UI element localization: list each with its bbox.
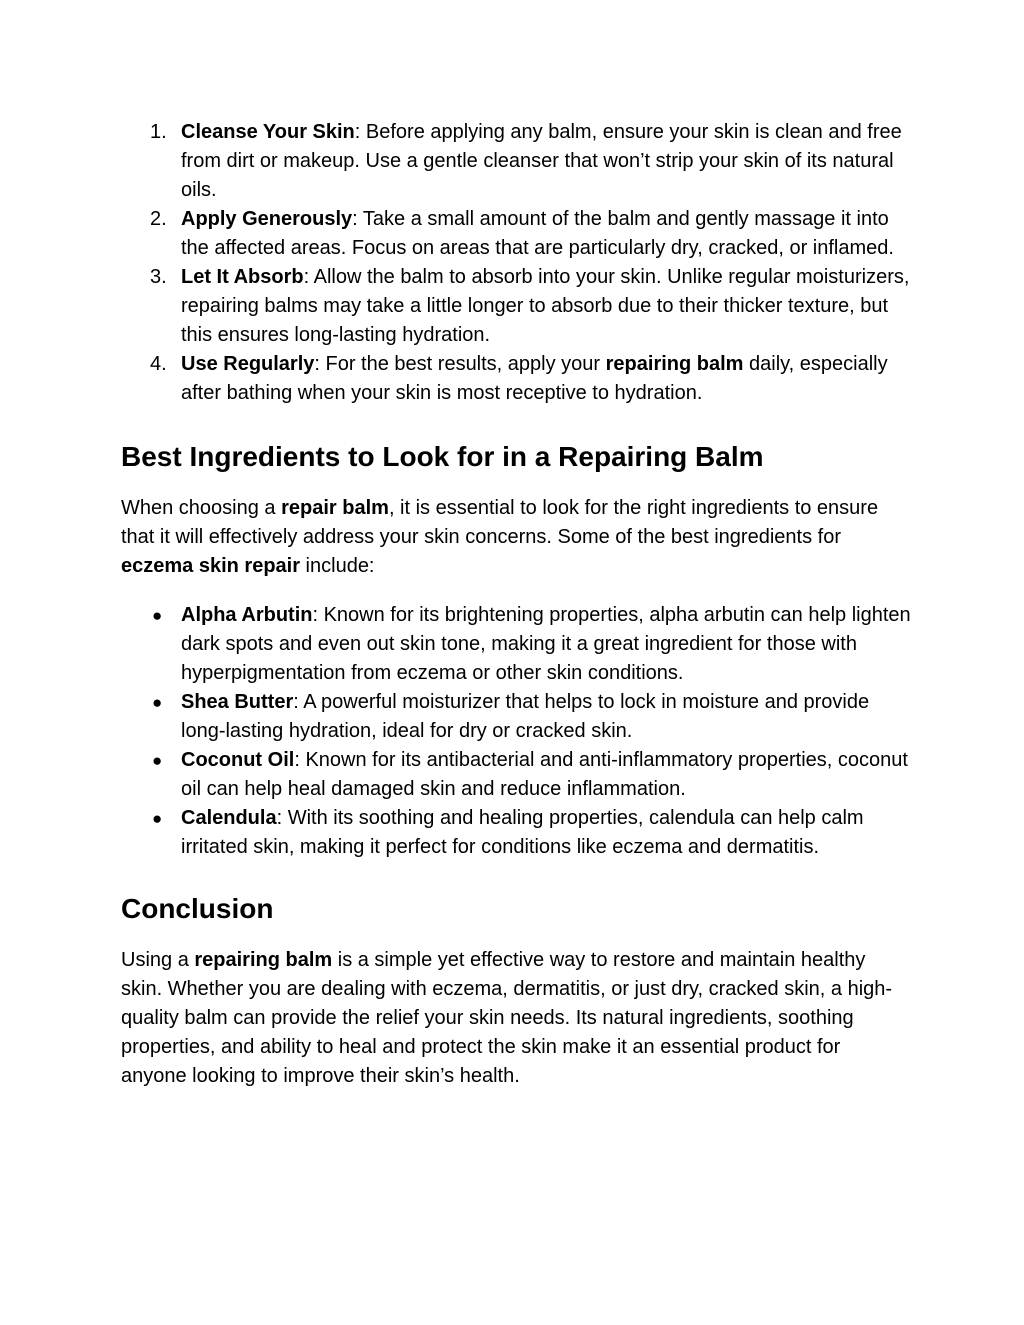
list-item	[121, 263, 911, 350]
step-text: : Before applying any balm, ensure your skin is clean and free from dirt or makeup. Use a gentle cleanser that won’t strip your skin of its natural oils.	[181, 121, 902, 201]
step-title: Use Regularly	[181, 353, 315, 375]
intro-text: , it is essential to look for the right ingredients to ensure that it will effectively address your skin concerns. Some of the best ingredients for	[121, 497, 879, 548]
conclusion-bold-term: repairing balm	[194, 949, 333, 971]
section-intro	[121, 494, 911, 581]
step-title: Apply Generously	[181, 208, 353, 230]
bullet-icon: ●	[152, 809, 163, 828]
intro-text: include:	[300, 555, 375, 577]
list-number: 1.	[150, 121, 167, 143]
conclusion-text: Using a	[121, 949, 195, 971]
step-bold-term: repairing balm	[605, 353, 744, 375]
ingredient-title: Calendula	[181, 807, 277, 829]
intro-bold-term: eczema skin repair	[121, 555, 300, 577]
ingredient-title: Shea Butter	[181, 691, 294, 713]
ingredient-text: : Known for its antibacterial and anti-inflammatory properties, coconut oil can help heal damaged skin and reduce inflammation.	[181, 749, 908, 800]
ingredients-list	[121, 601, 911, 862]
conclusion-text: is a simple yet effective way to restore and maintain healthy skin. Whether you are dealing with eczema, dermatitis, or just dry, cracked skin, a high-quality balm can provide the relief your skin needs. Its natural ingredients, soothing properties, and ability to heal and protect the skin make it an essential product for anyone looking to improve their skin’s health.	[121, 949, 893, 1087]
step-text: : For the best results, apply your	[314, 353, 606, 375]
list-number: 3.	[150, 266, 167, 288]
bullet-icon: ●	[152, 751, 163, 770]
conclusion-paragraph	[121, 946, 911, 1091]
list-item	[121, 205, 911, 263]
ingredient-text: : A powerful moisturizer that helps to lock in moisture and provide long-lasting hydration, ideal for dry or cracked skin.	[181, 691, 870, 742]
ingredient-title: Coconut Oil	[181, 749, 295, 771]
list-item	[121, 601, 911, 688]
bullet-icon: ●	[152, 606, 163, 625]
list-item	[121, 350, 911, 408]
step-title: Let It Absorb	[181, 266, 304, 288]
list-item	[121, 746, 911, 804]
ingredient-text: : Known for its brightening properties, alpha arbutin can help lighten dark spots and even out skin tone, making it a great ingredient for those with hyperpigmentation from eczema or other skin conditions.	[181, 604, 911, 684]
intro-bold-term: repair balm	[281, 497, 389, 519]
section-heading: Conclusion	[121, 893, 274, 924]
steps-list	[121, 118, 911, 408]
list-number: 2.	[150, 208, 167, 230]
step-text: : Allow the balm to absorb into your skin. Unlike regular moisturizers, repairing balms may take a little longer to absorb due to their thicker texture, but this ensures long-lasting hydration.	[181, 266, 910, 346]
document-page	[121, 118, 911, 1091]
list-item	[121, 804, 911, 862]
step-text: daily, especially after bathing when your skin is most receptive to hydration.	[181, 353, 888, 404]
intro-text: When choosing a	[121, 497, 282, 519]
list-item	[121, 118, 911, 205]
step-text: : Take a small amount of the balm and gently massage it into the affected areas. Focus on areas that are particularly dry, cracked, or inflamed.	[181, 208, 894, 259]
ingredient-title: Alpha Arbutin	[181, 604, 313, 626]
section-heading: Best Ingredients to Look for in a Repairing Balm	[121, 441, 764, 472]
bullet-icon: ●	[152, 693, 163, 712]
step-title: Cleanse Your Skin	[181, 121, 355, 143]
list-number: 4.	[150, 353, 167, 375]
ingredient-text: : With its soothing and healing properties, calendula can help calm irritated skin, making it perfect for conditions like eczema and dermatitis.	[181, 807, 864, 858]
list-item	[121, 688, 911, 746]
